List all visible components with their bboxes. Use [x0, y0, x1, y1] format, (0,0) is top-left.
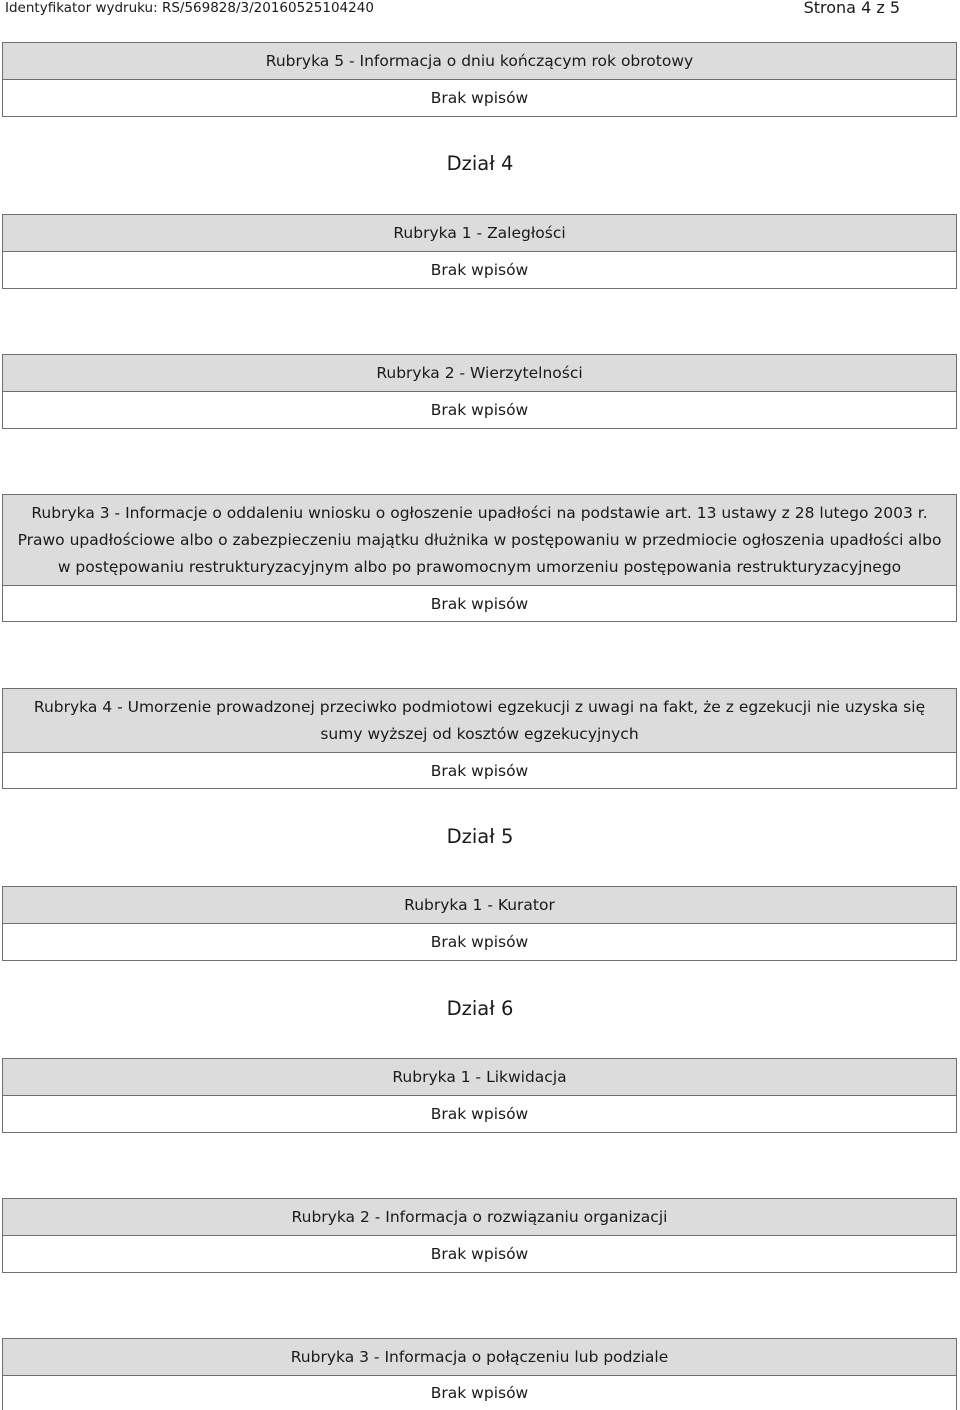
no-entries-text: Brak wpisów [430, 1245, 529, 1263]
section-title: Rubryka 5 - Informacja o dniu kończącym rok obrotowy [3, 43, 956, 80]
section-title: Rubryka 4 - Umorzenie prowadzonej przeciwko podmiotowi egzekucji z uwagi na fakt, że z egzekucji nie uzyska się sumy wyższej od kosztów egzekucyjnych [3, 689, 956, 753]
print-header [0, 0, 960, 16]
section-rubryka-1-kurator [2, 886, 957, 961]
section-title: Rubryka 1 - Zaległości [3, 215, 956, 252]
no-entries-text: Brak wpisów [430, 761, 529, 780]
page-number: Strona 4 z 5 [803, 0, 900, 17]
section-rubryka-1-zaleglosci [2, 214, 957, 289]
section-rubryka-2-rozwiazanie [2, 1198, 957, 1273]
section-title: Rubryka 2 - Informacja o rozwiązaniu organizacji [3, 1199, 956, 1236]
no-entries-text: Brak wpisów [430, 89, 529, 107]
no-entries-text: Brak wpisów [430, 594, 529, 613]
no-entries-text: Brak wpisów [430, 261, 529, 279]
division-heading-6: Dział 6 [446, 997, 514, 1020]
section-rubryka-1-likwidacja [2, 1058, 957, 1133]
section-title: Rubryka 3 - Informacja o połączeniu lub podziale [3, 1339, 956, 1376]
section-title: Rubryka 1 - Likwidacja [3, 1059, 956, 1096]
section-rubryka-3-polaczenie [2, 1338, 957, 1410]
no-entries-text: Brak wpisów [430, 1384, 529, 1402]
division-heading-4: Dział 4 [446, 152, 514, 175]
no-entries-text: Brak wpisów [430, 401, 529, 419]
no-entries-text: Brak wpisów [430, 933, 529, 951]
section-title: Rubryka 2 - Wierzytelności [3, 355, 956, 392]
division-heading-5: Dział 5 [446, 825, 514, 848]
print-identifier: Identyfikator wydruku: RS/569828/3/20160525104240 [5, 0, 374, 16]
section-rubryka-3-upadlosc [2, 494, 957, 622]
section-rubryka-5-rok-obrotowy [2, 42, 957, 117]
section-title: Rubryka 3 - Informacje o oddaleniu wniosku o ogłoszenie upadłości na podstawie art. 13 ustawy z 28 lutego 2003 r. Prawo upadłościowe albo o zabezpieczeniu majątku dłużnika w postępowaniu w przedmiocie ogłoszenia upadłości albo w postępowaniu restrukturyzacyjnym albo po prawomocnym umorzeniu postępowania restrukturyzacyjnego [3, 495, 956, 586]
section-rubryka-4-umorzenie-egzekucji [2, 688, 957, 789]
no-entries-text: Brak wpisów [430, 1105, 529, 1123]
section-title: Rubryka 1 - Kurator [3, 887, 956, 924]
section-rubryka-2-wierzytelnosci [2, 354, 957, 429]
